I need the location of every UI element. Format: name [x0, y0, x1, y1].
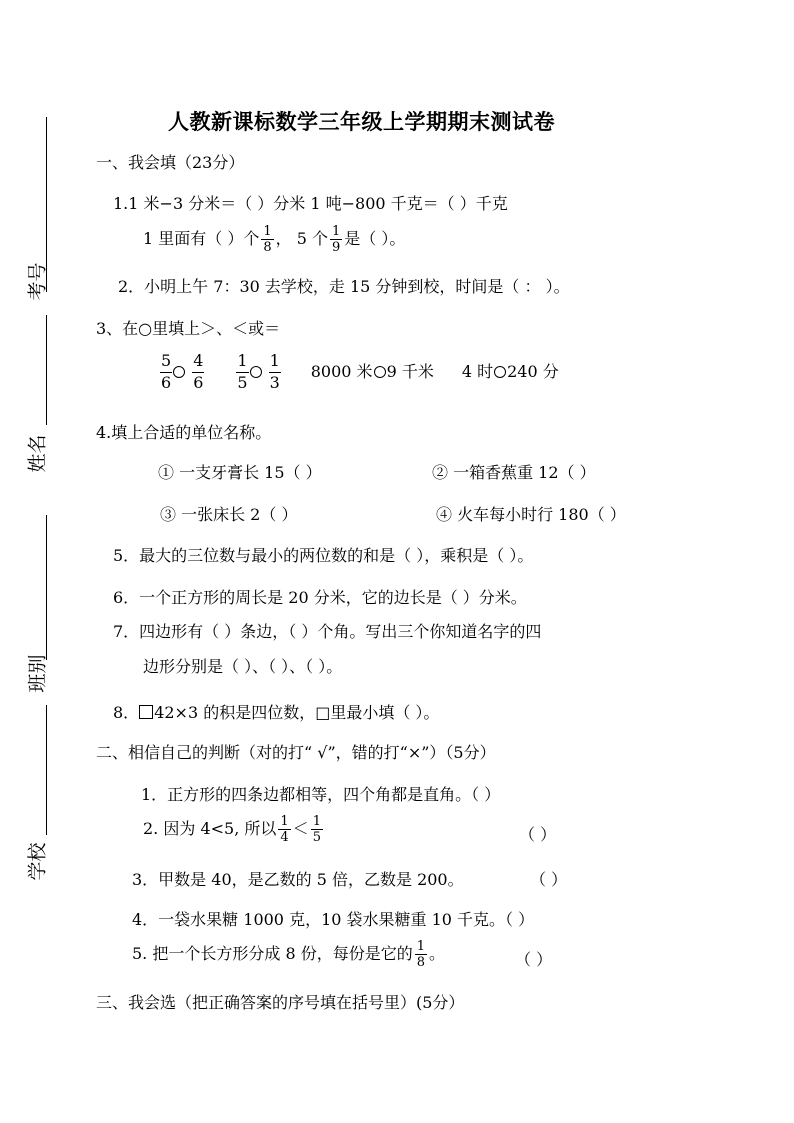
less-than-sign: ＜: [292, 819, 309, 838]
frac-num: 1: [312, 814, 321, 829]
fraction-1-5: [236, 353, 248, 392]
frac-den: 4: [280, 830, 289, 845]
q8-number: 8．: [113, 703, 140, 722]
q4-item-4: ④ 火车每小时行 180（ ）: [436, 505, 626, 524]
fraction-1-3: [269, 353, 281, 392]
frac-num: 5: [160, 353, 172, 373]
q1-b-pre: 1 里面有（ ）个: [143, 229, 260, 248]
frac-den: 6: [161, 372, 172, 392]
q7-line-a: 7．四边形有（ ）条边，（ ）个角。写出三个你知道名字的四: [113, 622, 542, 641]
q8-body: 42×3 的积是四位数，□里最小填（ ）。: [154, 703, 440, 722]
frac-den: 9: [332, 240, 341, 255]
frac-num: 4: [192, 353, 204, 373]
section-3-heading: 三、我会选（把正确答案的序号填在括号里）(5分）: [96, 993, 465, 1012]
page-title: 人教新课标数学三年级上学期期末测试卷: [168, 109, 555, 134]
frac-den: 6: [193, 372, 204, 392]
section-2-heading: 二、相信自己的判断（对的打“ √”，错的打“×”）（5分）: [96, 743, 496, 762]
fraction-1-5-b: [311, 815, 323, 844]
q4-item-2: ② 一箱香蕉重 12（ ）: [432, 463, 596, 482]
q3-heading: 3、在○里填上＞、＜或＝: [96, 319, 281, 338]
s2-q1: 1．正方形的四条边都相等，四个角都是直角。（ ）: [141, 785, 501, 804]
compare-4-left: 4 时: [461, 361, 494, 381]
binding-line-2: [46, 315, 47, 425]
s2-q5-post: 。: [429, 944, 446, 963]
q1-b-post: 是（ ）。: [344, 229, 406, 248]
frac-num: 1: [269, 353, 281, 373]
q4-heading: 4.填上合适的单位名称。: [96, 423, 272, 442]
s2-q2: [143, 815, 325, 844]
s2-q3: 3．甲数是 40，是乙数的 5 倍，乙数是 200。: [132, 870, 464, 889]
s2-q4: 4．一袋水果糖 1000 克，10 袋水果糖重 10 千克。（ ）: [132, 910, 535, 929]
binding-line-3: [46, 515, 47, 660]
frac-num: 1: [416, 939, 425, 954]
compare-circle-3[interactable]: [374, 366, 386, 378]
s2-q5-answer[interactable]: （ ）: [515, 950, 553, 969]
compare-4-right: 240 分: [507, 361, 559, 381]
s2-q5: [132, 940, 445, 969]
s2-q2-pre: 2. 因为 4<5, 所以: [143, 819, 277, 838]
q4-item-3: ③ 一张床长 2（ ）: [160, 505, 298, 524]
q5-text: 5．最大的三位数与最小的两位数的和是（ ），乘积是（ ）。: [113, 546, 534, 565]
q8-text: [113, 700, 439, 723]
fraction-1-9: [330, 225, 342, 254]
frac-den: 8: [416, 955, 425, 970]
s2-q3-answer[interactable]: （ ）: [530, 870, 568, 889]
section-1-heading: 一、我会填（23分）: [96, 153, 245, 172]
frac-den: 8: [263, 240, 272, 255]
q1-b-mid: ， 5 个: [275, 229, 328, 248]
s2-q5-pre: 5. 把一个长方形分成 8 份，每份是它的: [132, 944, 413, 963]
label-xuexiao: 学校: [26, 842, 49, 881]
frac-num: 1: [280, 814, 289, 829]
q1-line-b: [143, 225, 405, 254]
compare-circle-4[interactable]: [494, 366, 506, 378]
q1-line-a: 1.1 米−3 分米＝（ ）分米 1 吨−800 千克＝（ ）千克: [113, 194, 508, 213]
label-banbie: 班别: [26, 654, 49, 693]
fraction-1-8: [261, 225, 273, 254]
compare-3-left: 8000 米: [310, 361, 373, 381]
frac-den: 5: [237, 372, 248, 392]
q4-item-1: ① 一支牙膏长 15（ ）: [158, 463, 322, 482]
q7-line-b: 边形分别是（ ）、（ ）、（ ）。: [143, 657, 343, 676]
q2-text: 2．小明上午 7：30 去学校，走 15 分钟到校，时间是（ ： ）。: [118, 277, 570, 296]
compare-circle-1[interactable]: [173, 366, 185, 378]
q3-items: [160, 353, 559, 392]
frac-num: 1: [236, 353, 248, 373]
fraction-4-6: [192, 353, 204, 392]
q6-text: 6．一个正方形的周长是 20 分米，它的边长是（ ）分米。: [113, 588, 527, 607]
fraction-5-6: [160, 353, 172, 392]
frac-den: 5: [312, 830, 321, 845]
label-kaohao: 考号: [26, 262, 49, 301]
frac-num: 1: [263, 224, 272, 239]
label-xingming: 姓名: [26, 434, 49, 473]
s2-q2-answer[interactable]: （ ）: [519, 825, 557, 844]
compare-circle-2[interactable]: [250, 366, 262, 378]
compare-3-right: 9 千米: [386, 361, 434, 381]
binding-line-4: [46, 705, 47, 835]
frac-num: 1: [332, 224, 341, 239]
fraction-1-4: [278, 815, 290, 844]
frac-den: 3: [269, 372, 280, 392]
fraction-1-8-b: [415, 940, 427, 969]
blank-square[interactable]: [139, 705, 153, 719]
